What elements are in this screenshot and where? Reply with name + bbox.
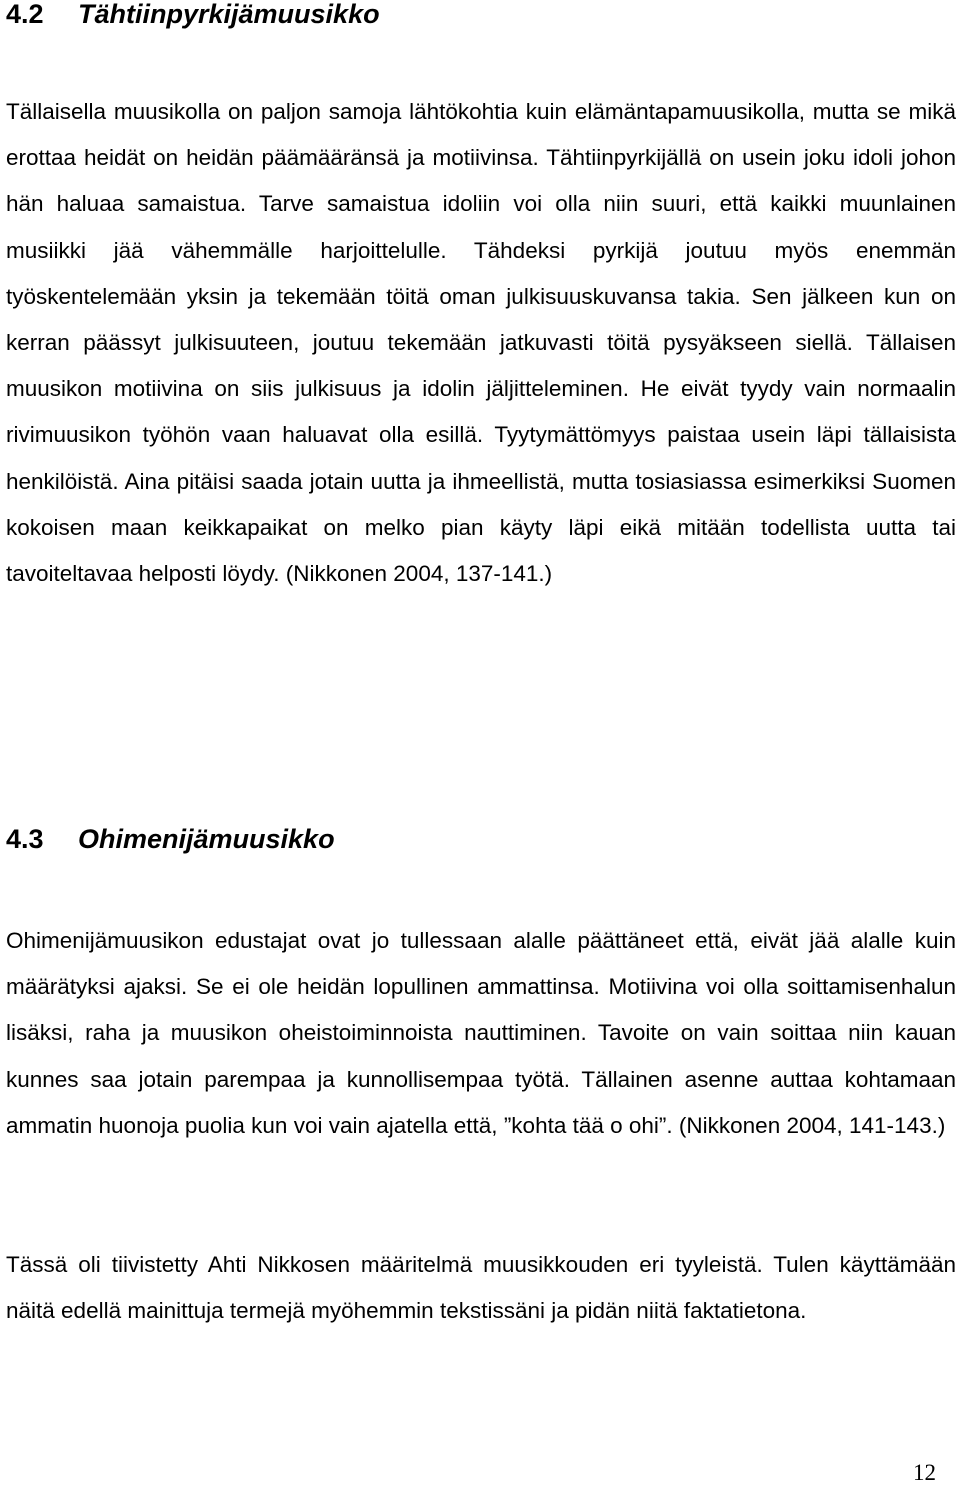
section-title: Tähtiinpyrkijämuusikko	[78, 0, 380, 29]
paragraph: Tällaisella muusikolla on paljon samoja lähtökohtia kuin elämäntapamuusikolla, mutta se mikä erottaa heidät on heidän päämääränsä ja motiivinsa. Tähtiinpyrkijällä on usein joku idoli johon hän haluaa samaistua. Tarve samaistua idoliin voi olla niin suuri, että kaikki muunlainen musiikki jää vähemmälle harjoittelulle. Tähdeksi pyrkijä joutuu myös enemmän työskentelemään yksin ja tekemään töitä oman julkisuuskuvansa takia. Sen jälkeen kun on kerran päässyt julkisuuteen, joutuu tekemään jatkuvasti töitä pysyäkseen siellä. Tällaisen muusikon motiivina on siis julkisuus ja idolin jäljitteleminen. He eivät tyydy vain normaalin rivimuusikon työhön vaan haluavat olla esillä. Tyytymättömyys paistaa usein läpi tällaisista henkilöistä. Aina pitäisi saada jotain uutta ja ihmeellistä, mutta tosiasiassa esimerkiksi Suomen kokoisen maan keikkapaikat on melko pian käyty läpi eikä mitään todellista uutta tai tavoiteltavaa helposti löydy. (Nikkonen 2004, 137-141.)	[6, 99, 956, 587]
section-number: 4.3	[6, 824, 44, 854]
section-heading-4-2	[6, 0, 380, 30]
paragraph: Ohimenijämuusikon edustajat ovat jo tullessaan alalle päättäneet että, eivät jää alalle kuin määrätyksi ajaksi. Se ei ole heidän lopullinen ammattinsa. Motiivina voi olla soittamisenhalun lisäksi, raha ja muusikon oheistoiminnoista nauttiminen. Tavoite on vain soittaa niin kauan kunnes saa jotain parempaa ja kunnollisempaa työtä. Tällainen asenne auttaa kohtamaan ammatin huonoja puolia kun voi vain ajatella että, ”kohta tää o ohi”. (Nikkonen 2004, 141-143.)	[6, 928, 956, 1138]
section-number: 4.2	[6, 0, 44, 29]
page-number: 12	[913, 1460, 936, 1485]
section-heading-4-3	[6, 823, 335, 855]
paragraph: Tässä oli tiivistetty Ahti Nikkosen määritelmä muusikkouden eri tyyleistä. Tulen käyttämään näitä edellä mainittuja termejä myöhemmin tekstissäni ja pidän niitä faktatietona.	[6, 1252, 956, 1324]
section-title: Ohimenijämuusikko	[78, 824, 335, 854]
